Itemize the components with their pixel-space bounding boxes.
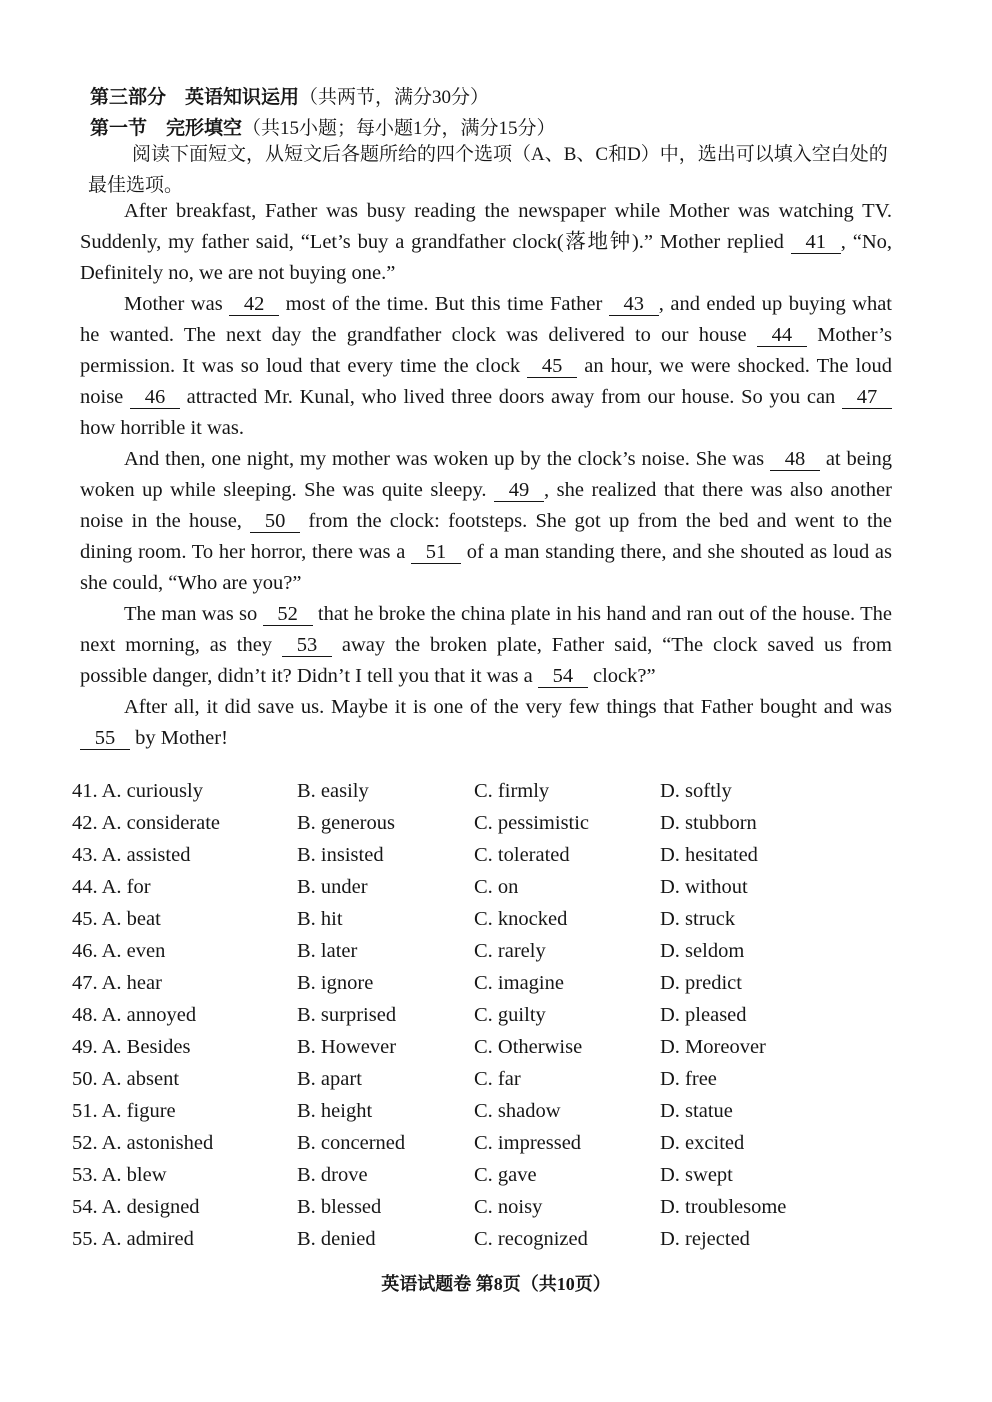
passage-text: of a man standing there, and she shouted as loud as she could, “Who are you?” — [80, 541, 892, 594]
paragraph-5 — [80, 692, 892, 754]
part-heading — [90, 82, 489, 109]
option-c: C. gave — [474, 1164, 537, 1186]
option-d: D. swept — [660, 1164, 733, 1186]
passage-text: that he broke the china plate in his hand and ran out of the house. The next morning, as they — [80, 603, 892, 656]
passage-text: After all, it did save us. Maybe it is one of the very few things that Father bought and was — [124, 696, 892, 718]
paragraph-3 — [80, 444, 892, 599]
option-a: 55. A. admired — [72, 1228, 194, 1250]
option-c: C. noisy — [474, 1196, 543, 1218]
option-c: C. on — [474, 876, 519, 898]
option-b: B. under — [297, 876, 368, 898]
blank-41: 41 — [791, 231, 841, 254]
blank-51: 51 — [411, 541, 461, 564]
blank-44: 44 — [757, 324, 807, 347]
option-a: 51. A. figure — [72, 1100, 176, 1122]
passage-text: an hour, we were shocked. The loud noise — [80, 355, 892, 408]
option-c: C. far — [474, 1068, 521, 1090]
option-a: 49. A. Besides — [72, 1036, 191, 1058]
option-b: B. apart — [297, 1068, 362, 1090]
option-a: 45. A. beat — [72, 908, 161, 930]
part-note: （共两节，满分30分） — [299, 87, 490, 108]
passage-text: by Mother! — [130, 727, 228, 749]
option-b: B. height — [297, 1100, 373, 1122]
option-a: 52. A. astonished — [72, 1132, 214, 1154]
option-c: C. tolerated — [474, 844, 570, 866]
option-c: C. imagine — [474, 972, 564, 994]
option-b: B. drove — [297, 1164, 368, 1186]
passage-text: at being woken up while sleeping. She was quite sleepy. — [80, 448, 893, 501]
blank-42: 42 — [229, 293, 279, 316]
section-title: 第一节 完形填空 — [90, 118, 243, 139]
blank-46: 46 — [130, 386, 180, 409]
passage-text: After breakfast, Father was busy reading the newspaper while Mother was watching TV. Suddenly, my father said, “Let’s buy a grandfather clock(落地钟).” Mother replied — [80, 200, 892, 253]
cloze-passage — [80, 196, 892, 754]
option-a: 43. A. assisted — [72, 844, 191, 866]
option-d: D. without — [660, 876, 748, 898]
option-d: D. seldom — [660, 940, 745, 962]
option-d: D. predict — [660, 972, 742, 994]
blank-53: 53 — [282, 634, 332, 657]
passage-text: Mother was — [124, 293, 230, 315]
option-c: C. impressed — [474, 1132, 582, 1154]
option-c: C. Otherwise — [474, 1036, 583, 1058]
option-b: B. surprised — [297, 1004, 397, 1026]
option-d: D. struck — [660, 908, 736, 930]
option-a: 53. A. blew — [72, 1164, 167, 1186]
option-a: 48. A. annoyed — [72, 1004, 197, 1026]
option-d: D. hesitated — [660, 844, 758, 866]
option-a: 47. A. hear — [72, 972, 162, 994]
blank-47: 47 — [842, 386, 892, 409]
option-b: B. concerned — [297, 1132, 406, 1154]
option-c: C. firmly — [474, 780, 550, 802]
option-b: B. generous — [297, 812, 395, 834]
section-heading — [90, 113, 556, 140]
option-d: D. pleased — [660, 1004, 747, 1026]
page-footer: 英语试题卷 第8页（共10页） — [381, 1274, 611, 1294]
option-a: 50. A. absent — [72, 1068, 180, 1090]
option-d: D. statue — [660, 1100, 733, 1122]
option-b: B. However — [297, 1036, 397, 1058]
option-c: C. guilty — [474, 1004, 546, 1026]
option-a: 41. A. curiously — [72, 780, 203, 802]
section-note: （共15小题；每小题1分，满分15分） — [242, 118, 556, 139]
passage-text: , and ended up buying what he wanted. The next day the grandfather clock was delivered to our house — [80, 293, 892, 346]
option-b: B. denied — [297, 1228, 376, 1250]
option-d: D. stubborn — [660, 812, 757, 834]
option-b: B. later — [297, 940, 358, 962]
passage-text: Mother’s permission. It was so loud that every time the clock — [80, 324, 892, 377]
option-b: B. ignore — [297, 972, 374, 994]
option-a: 44. A. for — [72, 876, 151, 898]
paragraph-1 — [80, 196, 892, 289]
option-a: 46. A. even — [72, 940, 166, 962]
part-title: 第三部分 英语知识运用 — [90, 87, 300, 108]
option-d: D. excited — [660, 1132, 745, 1154]
option-d: D. free — [660, 1068, 717, 1090]
passage-text: The man was so — [124, 603, 263, 625]
blank-50: 50 — [250, 510, 300, 533]
blank-49: 49 — [494, 479, 544, 502]
option-b: B. easily — [297, 780, 369, 802]
blank-52: 52 — [263, 603, 313, 626]
blank-43: 43 — [609, 293, 659, 316]
paragraph-4 — [80, 599, 892, 692]
paragraph-2 — [80, 289, 892, 444]
blank-45: 45 — [527, 355, 577, 378]
option-d: D. Moreover — [660, 1036, 766, 1058]
option-d: D. softly — [660, 780, 732, 802]
passage-text: from the clock: footsteps. She got up from the bed and went to the dining room. To her horror, there was a — [80, 510, 892, 563]
option-a: 54. A. designed — [72, 1196, 200, 1218]
option-d: D. troublesome — [660, 1196, 787, 1218]
blank-48: 48 — [770, 448, 820, 471]
passage-text: most of the time. But this time Father — [279, 293, 609, 315]
option-d: D. rejected — [660, 1228, 750, 1250]
option-b: B. insisted — [297, 844, 384, 866]
passage-text: And then, one night, my mother was woken up by the clock’s noise. She was — [124, 448, 770, 470]
blank-54: 54 — [538, 665, 588, 688]
passage-text: , “No, Definitely no, we are not buying one.” — [80, 231, 892, 284]
option-c: C. pessimistic — [474, 812, 590, 834]
blank-55: 55 — [80, 727, 130, 750]
passage-text: away the broken plate, Father said, “The clock saved us from possible danger, didn’t it? Didn’t I tell you that it was a — [80, 634, 892, 687]
passage-text: , she realized that there was also another noise in the house, — [80, 479, 892, 532]
option-c: C. rarely — [474, 940, 546, 962]
option-c: C. shadow — [474, 1100, 561, 1122]
option-c: C. recognized — [474, 1228, 588, 1250]
passage-text: clock?” — [587, 665, 656, 687]
instructions: 阅读下面短文，从短文后各题所给的四个选项（A、B、C和D）中，选出可以填入空白处的最佳选项。 — [88, 144, 888, 196]
option-a: 42. A. considerate — [72, 812, 221, 834]
passage-text: how horrible it was. — [80, 417, 244, 439]
option-b: B. hit — [297, 908, 343, 930]
passage-text: attracted Mr. Kunal, who lived three doors away from our house. So you can — [179, 386, 842, 408]
option-c: C. knocked — [474, 908, 568, 930]
option-b: B. blessed — [297, 1196, 382, 1218]
